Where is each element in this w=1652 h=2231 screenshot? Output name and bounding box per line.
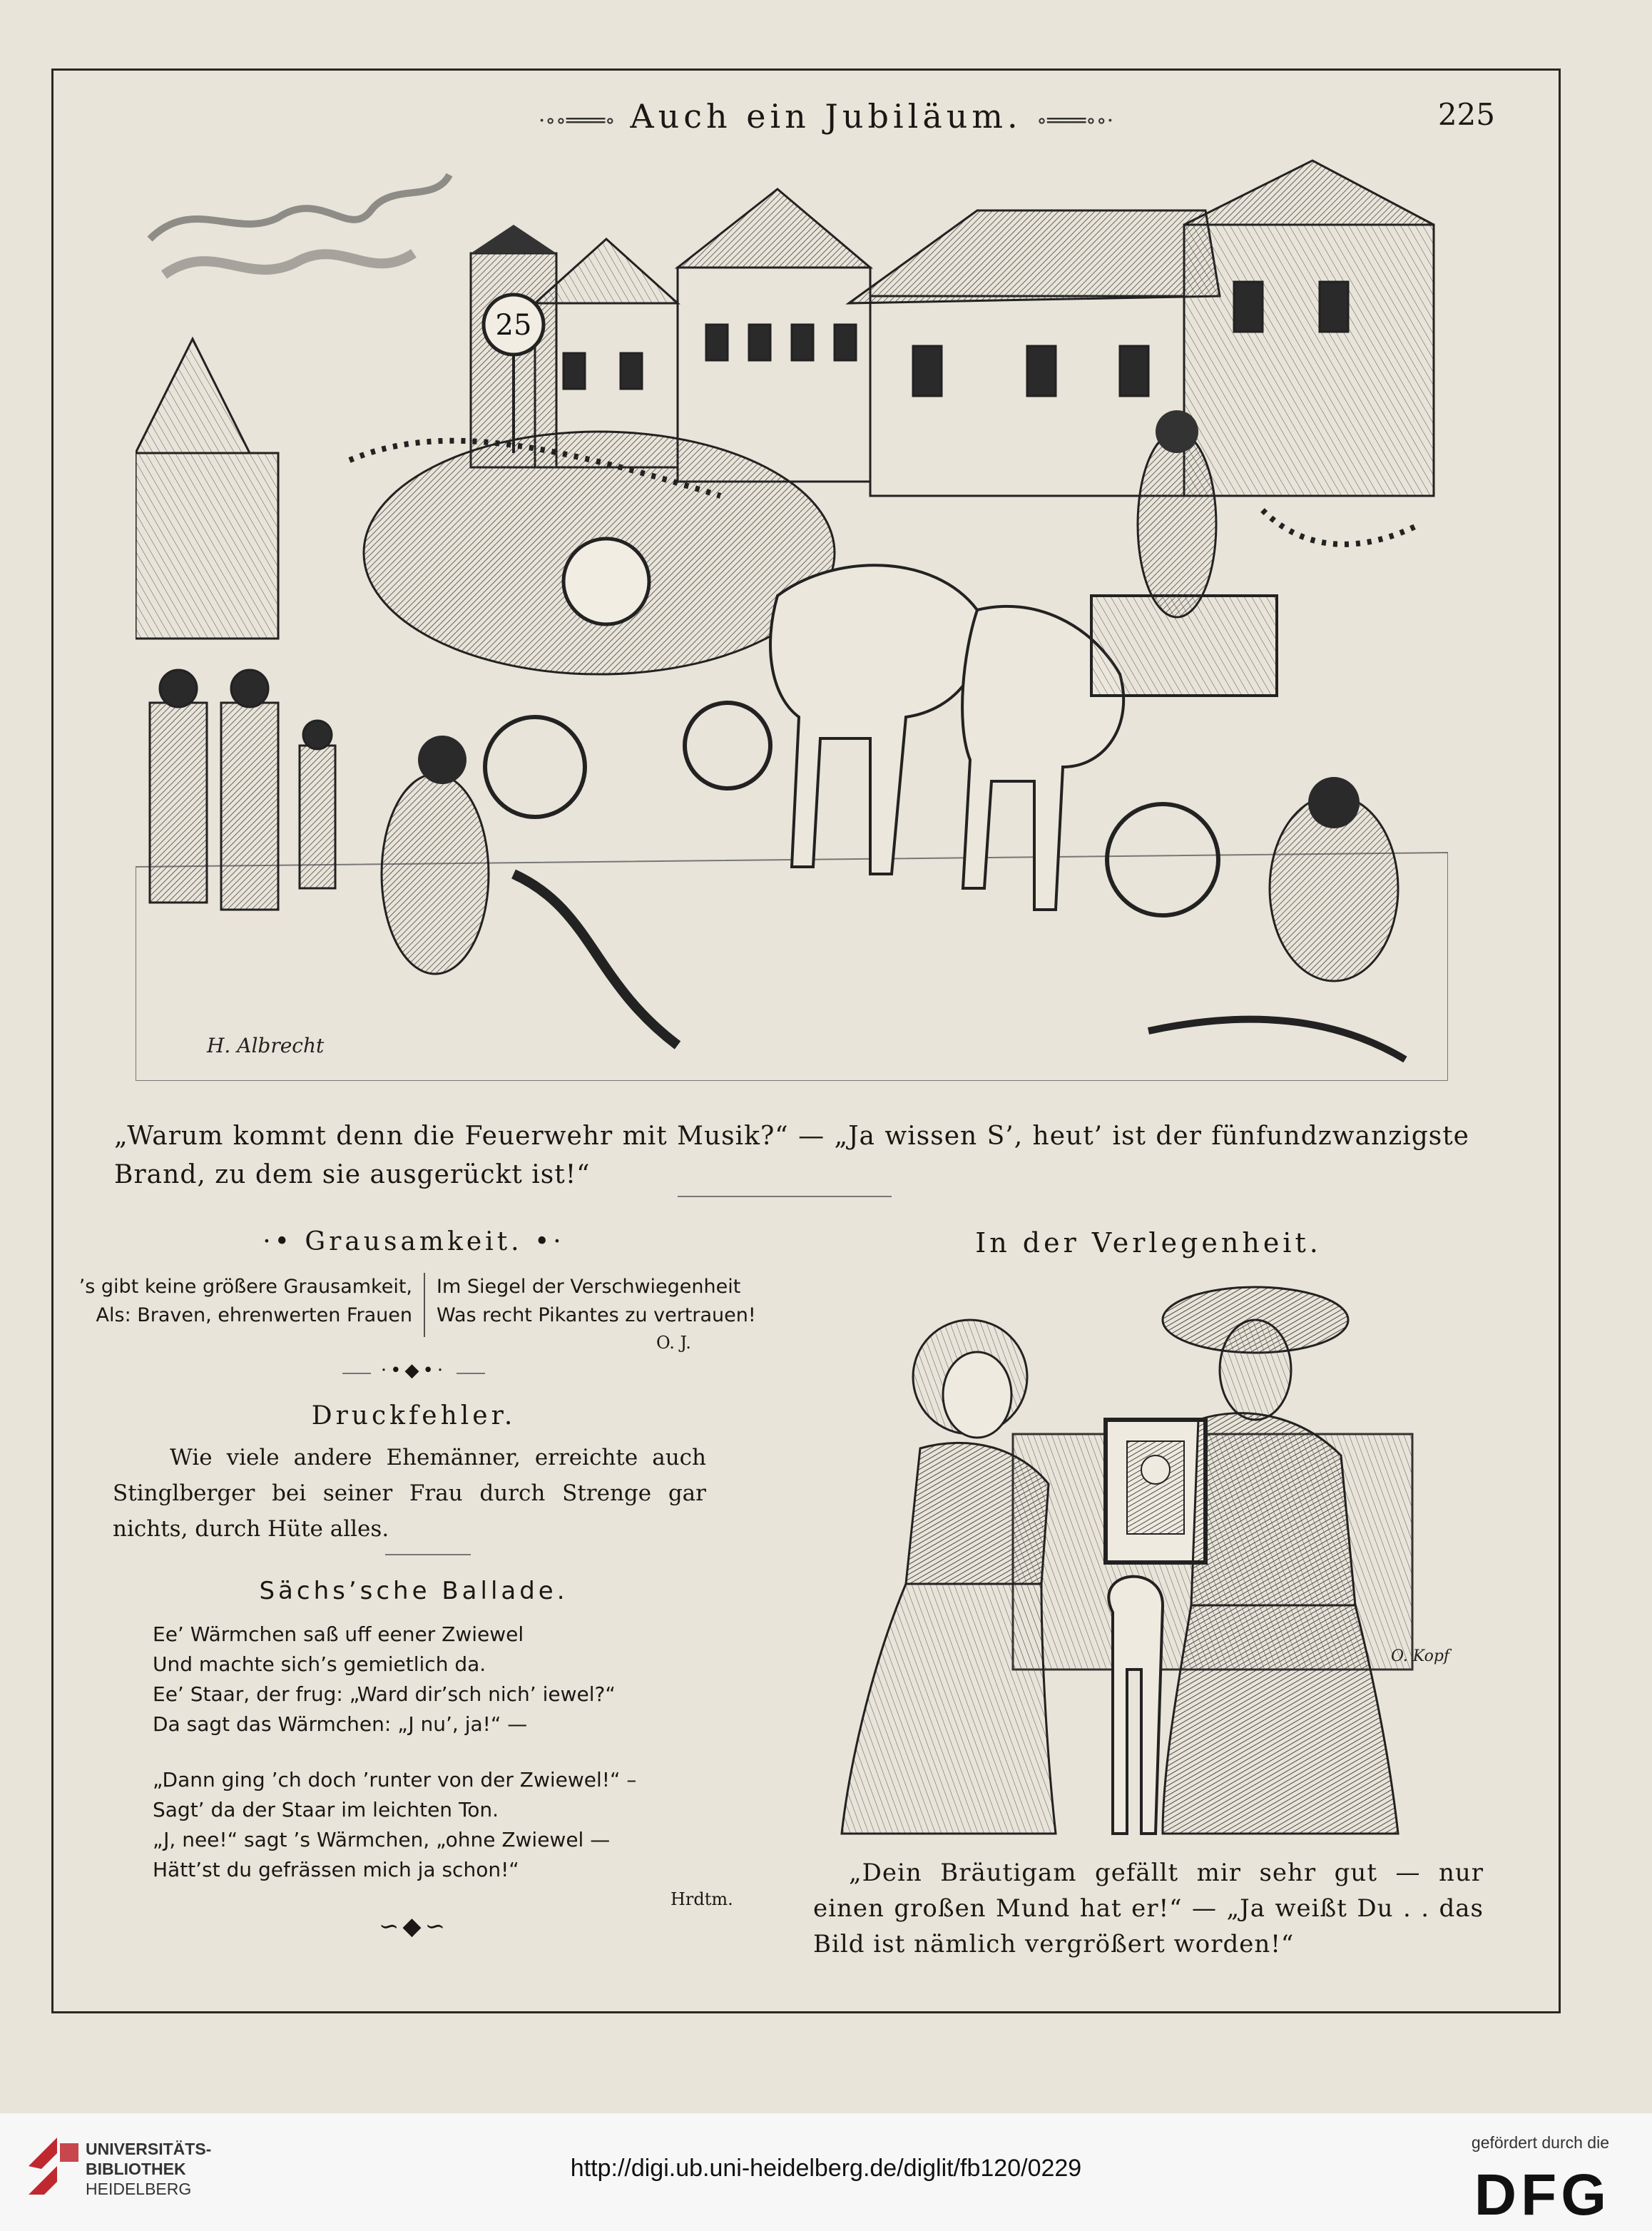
bottom-illustration-signature: O. Kopf bbox=[1391, 1647, 1450, 1665]
grausamkeit-ornament-left: ·• bbox=[262, 1227, 293, 1256]
verse-line: „Dann ging ’ch doch ’runter von der Zwiewel!“ – bbox=[153, 1768, 637, 1792]
caption-rule bbox=[678, 1196, 892, 1197]
verse-line: ’s gibt keine größere Grausamkeit, bbox=[78, 1276, 412, 1298]
grausamkeit-title-text: Grausamkeit. bbox=[305, 1227, 523, 1256]
library-line: HEIDELBERG bbox=[86, 2180, 192, 2198]
library-line: UNIVERSITÄTS- bbox=[86, 2140, 212, 2158]
library-line: BIBLIOTHEK bbox=[86, 2160, 186, 2178]
ballade-signature: Hrdtm. bbox=[671, 1889, 733, 1909]
verse-line: „J, nee!“ sagt ’s Wärmchen, „ohne Zwiewel — bbox=[153, 1828, 611, 1851]
top-illustration-caption: „Warum kommt denn die Feuerwehr mit Musik?“ — „Ja wissen S’, heut’ ist der fünfundzwanzigste Brand, zu dem sie ausgerückt ist!“ bbox=[114, 1122, 1469, 1189]
verlegenheit-title: In der Verlegenheit. bbox=[975, 1227, 1322, 1259]
source-url-link[interactable]: http://digi.ub.uni-heidelberg.de/diglit/fb120/0229 bbox=[570, 2155, 1082, 2182]
verse-line: Was recht Pikantes zu vertrauen! bbox=[437, 1304, 756, 1326]
two-women-illustration bbox=[827, 1270, 1469, 1848]
verse-line: Im Siegel der Verschwiegenheit bbox=[437, 1276, 741, 1298]
grausamkeit-left-verse bbox=[70, 1273, 412, 1330]
header-ornament-left: ·∘∘═══∘ bbox=[538, 108, 616, 133]
section-divider: ·•◆•· bbox=[380, 1360, 447, 1381]
section-rule-right bbox=[457, 1373, 485, 1374]
verse-line: Als: Braven, ehrenwerten Frauen bbox=[96, 1304, 412, 1326]
grausamkeit-signature: O. J. bbox=[656, 1333, 691, 1353]
verse-line: Hätt’st du gefrässen mich ja schon!“ bbox=[153, 1858, 519, 1881]
druckfehler-rule bbox=[385, 1554, 471, 1555]
page-header bbox=[0, 97, 1652, 140]
top-illustration-signature: H. Albrecht bbox=[207, 1034, 325, 1057]
ballade-title: Sächs’sche Ballade. bbox=[259, 1577, 568, 1605]
verse-line: Und machte sich’s gemietlich da. bbox=[153, 1652, 486, 1676]
grausamkeit-right-verse bbox=[437, 1273, 779, 1330]
verse-line: Ee’ Staar, der frug: „Ward dir’sch nich’ iewel?“ bbox=[153, 1682, 616, 1706]
grausamkeit-ornament-right: •· bbox=[534, 1227, 565, 1256]
ballade-stanza-2 bbox=[153, 1765, 723, 1885]
fire-brigade-illustration bbox=[136, 153, 1448, 1081]
header-ornament-right: ∘═══∘∘· bbox=[1036, 108, 1114, 133]
verlegenheit-caption: „Dein Bräutigam gefällt mir sehr gut — nur einen großen Mund hat er!“ — „Ja weißt Du . . das Bild ist nämlich vergrößert worden!“ bbox=[813, 1859, 1484, 1958]
verse-line: Sagt’ da der Staar im leichten Ton. bbox=[153, 1798, 499, 1821]
grausamkeit-title bbox=[214, 1227, 613, 1256]
funding-label: gefördert durch die bbox=[1471, 2133, 1609, 2152]
druckfehler-text: Wie viele andere Ehemänner, erreichte auch Stinglberger bei seiner Frau durch Strenge gar nichts, durch Hüte alles. bbox=[113, 1445, 706, 1542]
ballade-stanza-1 bbox=[153, 1620, 709, 1739]
end-ornament: ∽◆∽ bbox=[378, 1912, 449, 1941]
druckfehler-title: Druckfehler. bbox=[311, 1401, 516, 1430]
verse-line: Ee’ Wärmchen saß uff eener Zwiewel bbox=[153, 1622, 524, 1646]
grausamkeit-column-rule bbox=[424, 1273, 425, 1337]
page-title bbox=[499, 97, 1153, 136]
section-rule-left bbox=[342, 1373, 371, 1374]
anniversary-badge-number: 25 bbox=[495, 309, 532, 342]
funder-logo: DFG bbox=[1474, 2163, 1611, 2227]
page-number: 225 bbox=[1437, 97, 1495, 132]
verse-line: Da sagt das Wärmchen: „J nu’, ja!“ — bbox=[153, 1712, 528, 1736]
header-title-text: Auch ein Jubiläum. bbox=[630, 97, 1022, 136]
